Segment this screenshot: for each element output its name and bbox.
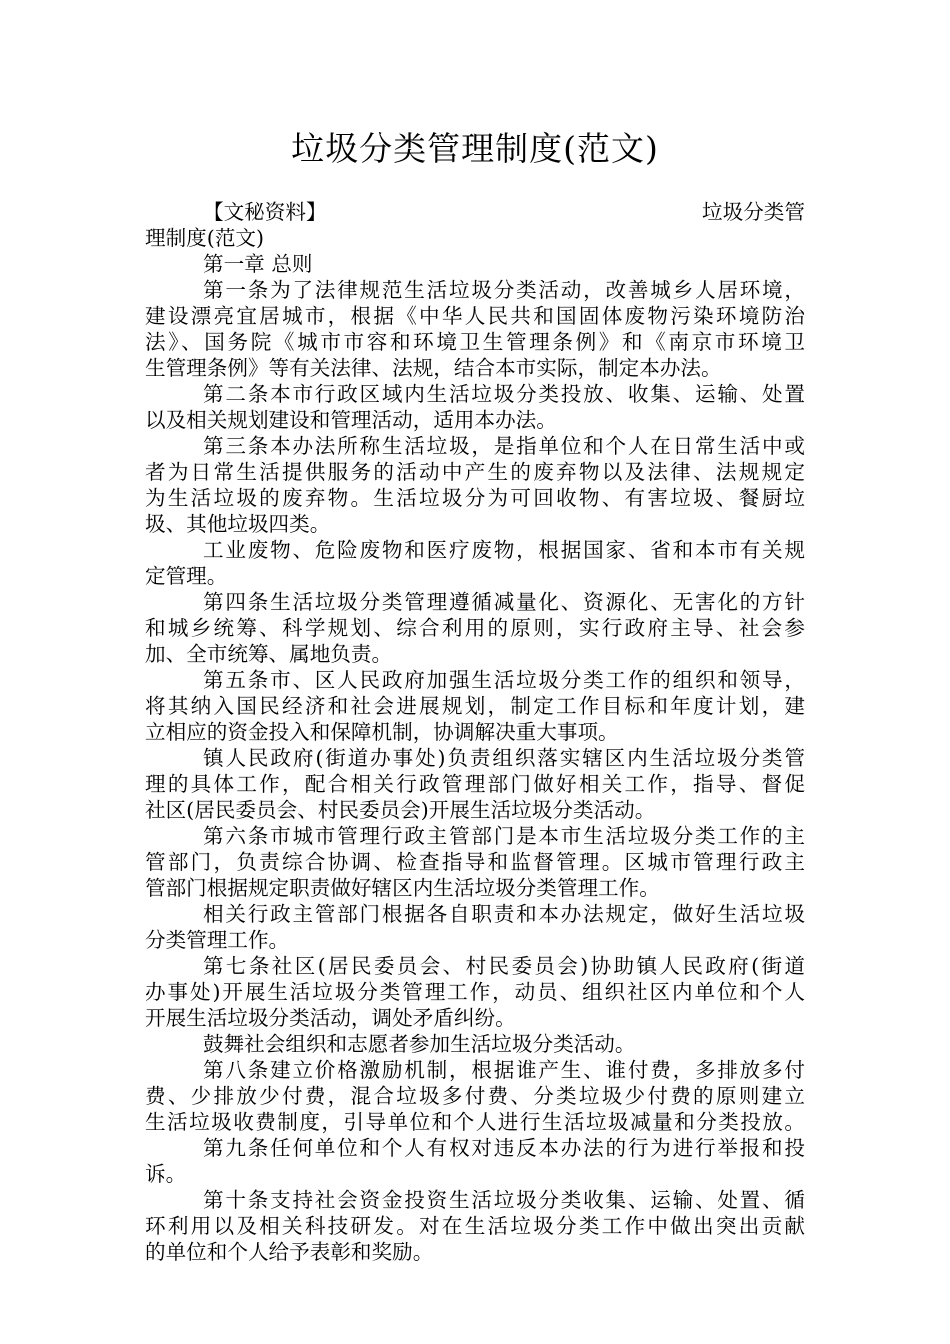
paragraph-line: 相关行政主管部门根据各自职责和本办法规定，做好生活垃圾	[203, 902, 805, 926]
paragraph-line: 第十条支持社会资金投资生活垃圾分类收集、运输、处置、循	[203, 1188, 805, 1212]
paragraph-line: 管部门根据规定职责做好辖区内生活垃圾分类管理工作。	[145, 876, 660, 900]
paragraph-line: 圾、其他垃圾四类。	[145, 512, 331, 536]
paragraph-line: 第四条生活垃圾分类管理遵循减量化、资源化、无害化的方针	[203, 590, 805, 614]
paragraph-line: 定管理。	[145, 564, 228, 588]
paragraph-line: 第九条任何单位和个人有权对违反本办法的行为进行举报和投	[203, 1136, 805, 1160]
paragraph-line: 社区(居民委员会、村民委员会)开展生活垃圾分类活动。	[145, 798, 656, 822]
paragraph-line: 工业废物、危险废物和医疗废物，根据国家、省和本市有关规	[203, 538, 805, 562]
paragraph-line: 办事处)开展生活垃圾分类管理工作，动员、组织社区内单位和个人	[145, 980, 805, 1004]
paragraph-line: 生活垃圾收费制度，引导单位和个人进行生活垃圾减量和分类投放。	[145, 1110, 805, 1134]
paragraph-line: 诉。	[145, 1162, 187, 1186]
paragraph-line: 为生活垃圾的废弃物。生活垃圾分为可回收物、有害垃圾、餐厨垃	[145, 486, 805, 510]
paragraph-line: 将其纳入国民经济和社会进展规划，制定工作目标和年度计划，建	[145, 694, 805, 718]
paragraph-line: 者为日常生活提供服务的活动中产生的废弃物以及法律、法规规定	[145, 460, 805, 484]
paragraph-line: 的单位和个人给予表彰和奖励。	[145, 1240, 434, 1264]
paragraph-line: 第六条市城市管理行政主管部门是本市生活垃圾分类工作的主	[203, 824, 805, 848]
paragraph-line: 费、少排放少付费，混合垃圾多付费、分类垃圾少付费的原则建立	[145, 1084, 805, 1108]
paragraph-line: 理的具体工作，配合相关行政管理部门做好相关工作，指导、督促	[145, 772, 805, 796]
paragraph-line: 立相应的资金投入和保障机制，协调解决重大事项。	[145, 720, 619, 744]
paragraph-line: 生管理条例》等有关法律、法规，结合本市实际，制定本办法。	[145, 356, 722, 380]
paragraph-line: 开展生活垃圾分类活动，调处矛盾纠纷。	[145, 1006, 516, 1030]
paragraph-line: 第一条为了法律规范生活垃圾分类活动，改善城乡人居环境，	[203, 278, 805, 302]
paragraph-line: 第七条社区(居民委员会、村民委员会)协助镇人民政府(街道	[203, 954, 805, 978]
paragraph-line: 法》、国务院《城市市容和环境卫生管理条例》和《南京市环境卫	[145, 330, 805, 354]
paragraph-line: 分类管理工作。	[145, 928, 290, 952]
chapter-heading: 第一章 总则	[203, 252, 313, 276]
paragraph-line: 以及相关规划建设和管理活动，适用本办法。	[145, 408, 557, 432]
paragraph-line: 环利用以及相关科技研发。对在生活垃圾分类工作中做出突出贡献	[145, 1214, 805, 1238]
document-body	[145, 199, 805, 1265]
paragraph-line: 第八条建立价格激励机制，根据谁产生、谁付费，多排放多付	[203, 1058, 805, 1082]
paragraph-line: 管部门，负责综合协调、检查指导和监督管理。区城市管理行政主	[145, 850, 805, 874]
paragraph-line: 第三条本办法所称生活垃圾，是指单位和个人在日常生活中或	[203, 434, 805, 458]
document-title: 垃圾分类管理制度(范文)	[291, 129, 659, 168]
header-right-label: 垃圾分类管	[702, 200, 805, 224]
paragraph-line: 建设漂亮宜居城市，根据《中华人民共和国固体废物污染环境防治	[145, 304, 805, 328]
header-continued-line: 理制度(范文)	[145, 226, 265, 250]
header-line	[145, 199, 805, 225]
paragraph-line: 和城乡统筹、科学规划、综合利用的原则，实行政府主导、社会参	[145, 616, 805, 640]
header-left-label: 【文秘资料】	[203, 200, 327, 224]
paragraph-line: 第五条市、区人民政府加强生活垃圾分类工作的组织和领导，	[203, 668, 805, 692]
paragraph-line: 第二条本市行政区域内生活垃圾分类投放、收集、运输、处置	[203, 382, 805, 406]
paragraph-line: 加、全市统筹、属地负责。	[145, 642, 393, 666]
paragraph-line: 镇人民政府(街道办事处)负责组织落实辖区内生活垃圾分类管	[203, 746, 805, 770]
paragraph-line: 鼓舞社会组织和志愿者参加生活垃圾分类活动。	[203, 1032, 636, 1056]
